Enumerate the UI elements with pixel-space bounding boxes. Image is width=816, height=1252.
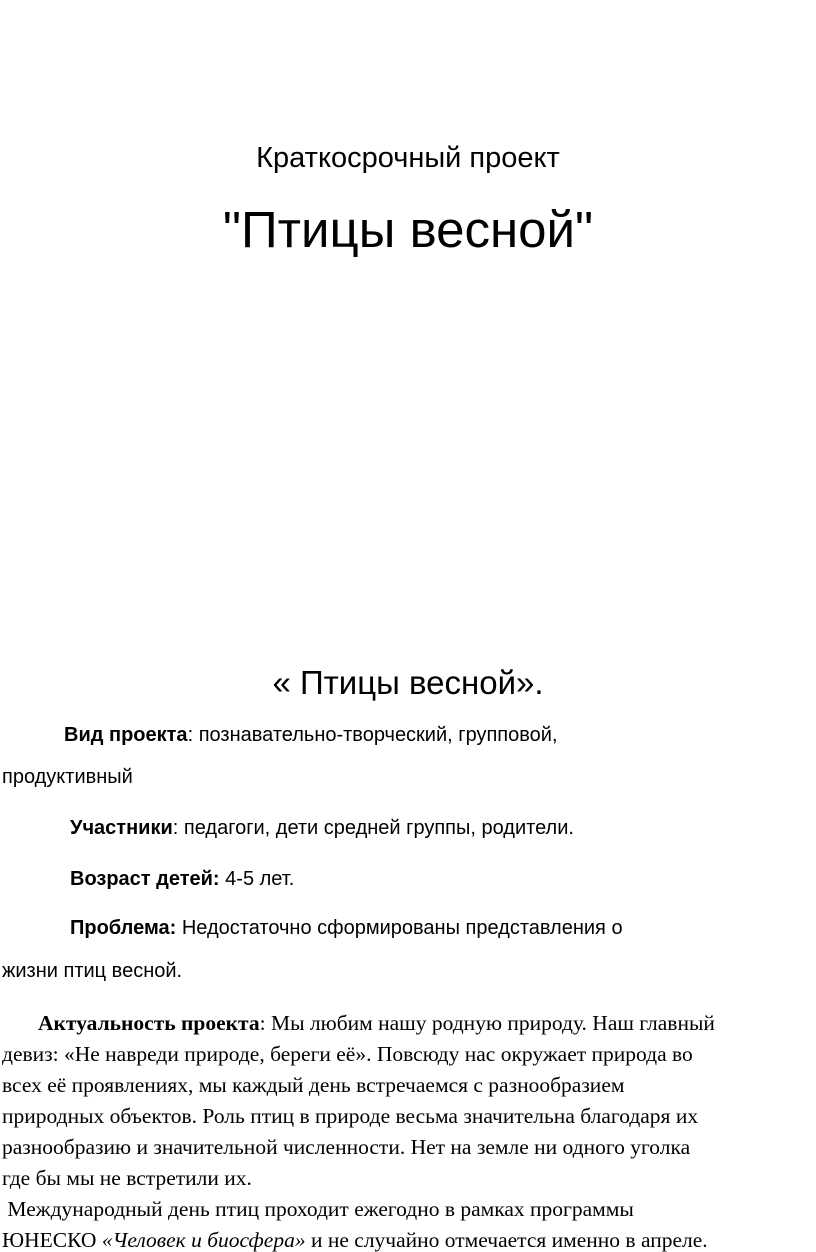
relevance-line: разнообразию и значительной численности. Нет на земле ни одного уголка	[2, 1135, 691, 1159]
field-project-type	[64, 722, 558, 748]
section-title: « Птицы весной».	[272, 664, 544, 701]
field-value: познавательно-творческий, групповой,	[198, 724, 558, 746]
cover-subtitle: Краткосрочный проект	[256, 142, 560, 174]
relevance-text: Мы любим нашу родную природу. Наш главный	[270, 1011, 715, 1035]
field-label: Вид проекта	[64, 724, 188, 746]
program-name: «Человек и биосфера»	[101, 1228, 306, 1252]
field-label: Возраст детей:	[70, 868, 220, 890]
relevance-separator: :	[259, 1011, 271, 1035]
cover-title: "Птицы весной"	[222, 201, 594, 258]
field-value: педагоги, дети средней группы, родители.	[183, 817, 574, 839]
field-label: Проблема:	[70, 917, 177, 939]
relevance-line: девиз: «Не навреди природе, береги её». Повсюду нас окружает природа во	[2, 1042, 693, 1066]
field-value: 4-5 лет.	[225, 868, 295, 890]
relevance-line	[2, 1225, 814, 1252]
field-label: Участники	[70, 817, 173, 839]
relevance-line: природных объектов. Роль птиц в природе весьма значительна благодаря их	[2, 1104, 699, 1128]
field-problem	[70, 915, 623, 941]
relevance-text: и не случайно отмечается именно в апреле.	[305, 1228, 708, 1252]
relevance-line: всех её проявлениях, мы каждый день встречаемся с разнообразием	[2, 1073, 625, 1097]
relevance-paragraph	[2, 1008, 814, 1252]
relevance-line: Международный день птиц проходит ежегодно в рамках программы	[2, 1197, 634, 1221]
relevance-text: ЮНЕСКО	[2, 1228, 102, 1252]
field-age	[70, 866, 294, 892]
field-participants	[70, 815, 574, 841]
relevance-label: Актуальность проекта	[38, 1011, 260, 1035]
field-value: Недостаточно сформированы представления о	[181, 917, 623, 939]
field-project-type-continued: продуктивный	[2, 766, 133, 788]
relevance-line	[2, 1008, 814, 1039]
relevance-line: где бы мы не встретили их.	[2, 1166, 252, 1190]
field-separator: :	[187, 724, 199, 746]
field-separator: :	[172, 817, 184, 839]
field-problem-continued: жизни птиц весной.	[2, 960, 183, 982]
